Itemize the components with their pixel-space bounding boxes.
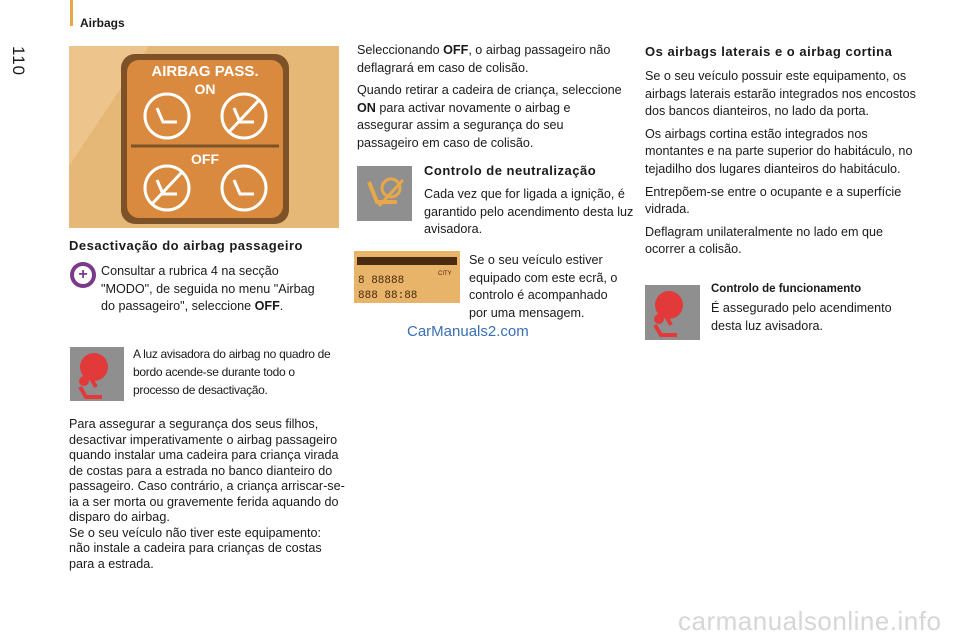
child-seat-warning-text-2: Se o seu veículo não tiver este equipamento: não instale a cadeira para crianças de costas para a estrada. [69,525,322,571]
airbag-pass-title: AIRBAG PASS. [151,63,259,80]
function-control-heading: Controlo de funcionamento [711,283,862,295]
airbag-on-label: ON [194,81,216,97]
neutralization-heading: Controlo de neutralização [424,163,597,178]
display-text: Se o seu veículo estiver equipado com este ecrã, o controlo é acompanhado por uma mensagem. [469,253,618,320]
side-airbags-p4: Deflagram unilateralmente no lado em que ocorrer a colisão. [645,224,884,257]
display-city-label: CITY [438,271,452,277]
airbag-warning-light-icon [70,347,124,401]
page-number: 110 [9,46,28,77]
side-airbags-p3: Entrepõem-se entre o ocupante e a superfície vidrada. [645,184,902,217]
dashboard-display-image [354,251,460,303]
side-airbags-p1: Se o seu veículo possuir este equipamento, os airbags laterais estarão integrados nos encostos dos bancos dianteiros, no lado da porta. [645,69,916,119]
instr-off-bold: OFF [254,299,280,314]
off-paragraph: Seleccionando OFF, o airbag passageiro não deflagrará em caso de colisão. [357,43,611,75]
on-paragraph: Quando retirar a cadeira de criança, seleccione ON para activar novamente o airbag e assegurar assim a segurança do seu passageiro em caso de colisão. [357,83,622,150]
function-control-text: É assegurado pelo acendimento desta luz avisadora. [711,301,892,333]
airbag-switch-illustration [69,46,339,228]
footer-watermark: carmanualsonline.info [678,606,942,636]
child-seat-warning [69,417,345,572]
deactivation-instructions [101,263,331,316]
section-accent-bar [70,0,73,26]
child-seat-warning-text: Para assegurar a segurança dos seus filhos, desactivar imperativamente o airbag passageiro quando instalar uma cadeira para criança virada de costas para a estrada no banco dianteiro do passageiro. Caso contrário, a criança arriscar-se-ia a ser morta ou gravemente ferida aquando do disparo do airbag. [69,417,345,524]
section-title: Airbags [80,16,125,30]
side-airbags-p2: Os airbags cortina estão integrados nos montantes e na parte superior do habitáculo, no tejadilho dos lugares dianteiros do habitáculo. [645,126,913,176]
airbag-off-label: OFF [191,151,219,167]
svg-text:8 88888: 8 88888 [358,275,405,287]
airbag-function-light-icon [645,285,700,340]
deactivation-heading: Desactivação do airbag passageiro [69,238,303,253]
side-airbags-heading: Os airbags laterais e o airbag cortina [645,44,893,59]
airbag-panel-image [69,46,339,228]
neutralization-text: Cada vez que for ligada a ignição, é garantido pelo acendimento desta luz avisadora. [424,187,634,237]
instr-text: Consultar a rubrica 4 na secção "MODO", de seguida no menu "Airbag do passageiro", seleccione [101,264,315,314]
side-airbags-text [645,68,921,264]
instr-end: . [279,299,284,314]
airbag-off-indicator-icon [357,166,412,221]
middle-intro [357,42,627,158]
deactivation-note: A luz avisadora do airbag no quadro de bordo acende-se durante todo o processo de desactivação. [133,347,331,397]
carmanuals-watermark: CarManuals2.com [407,323,529,340]
svg-text:888 88:88: 888 88:88 [358,290,418,302]
plus-icon: + [70,262,96,288]
